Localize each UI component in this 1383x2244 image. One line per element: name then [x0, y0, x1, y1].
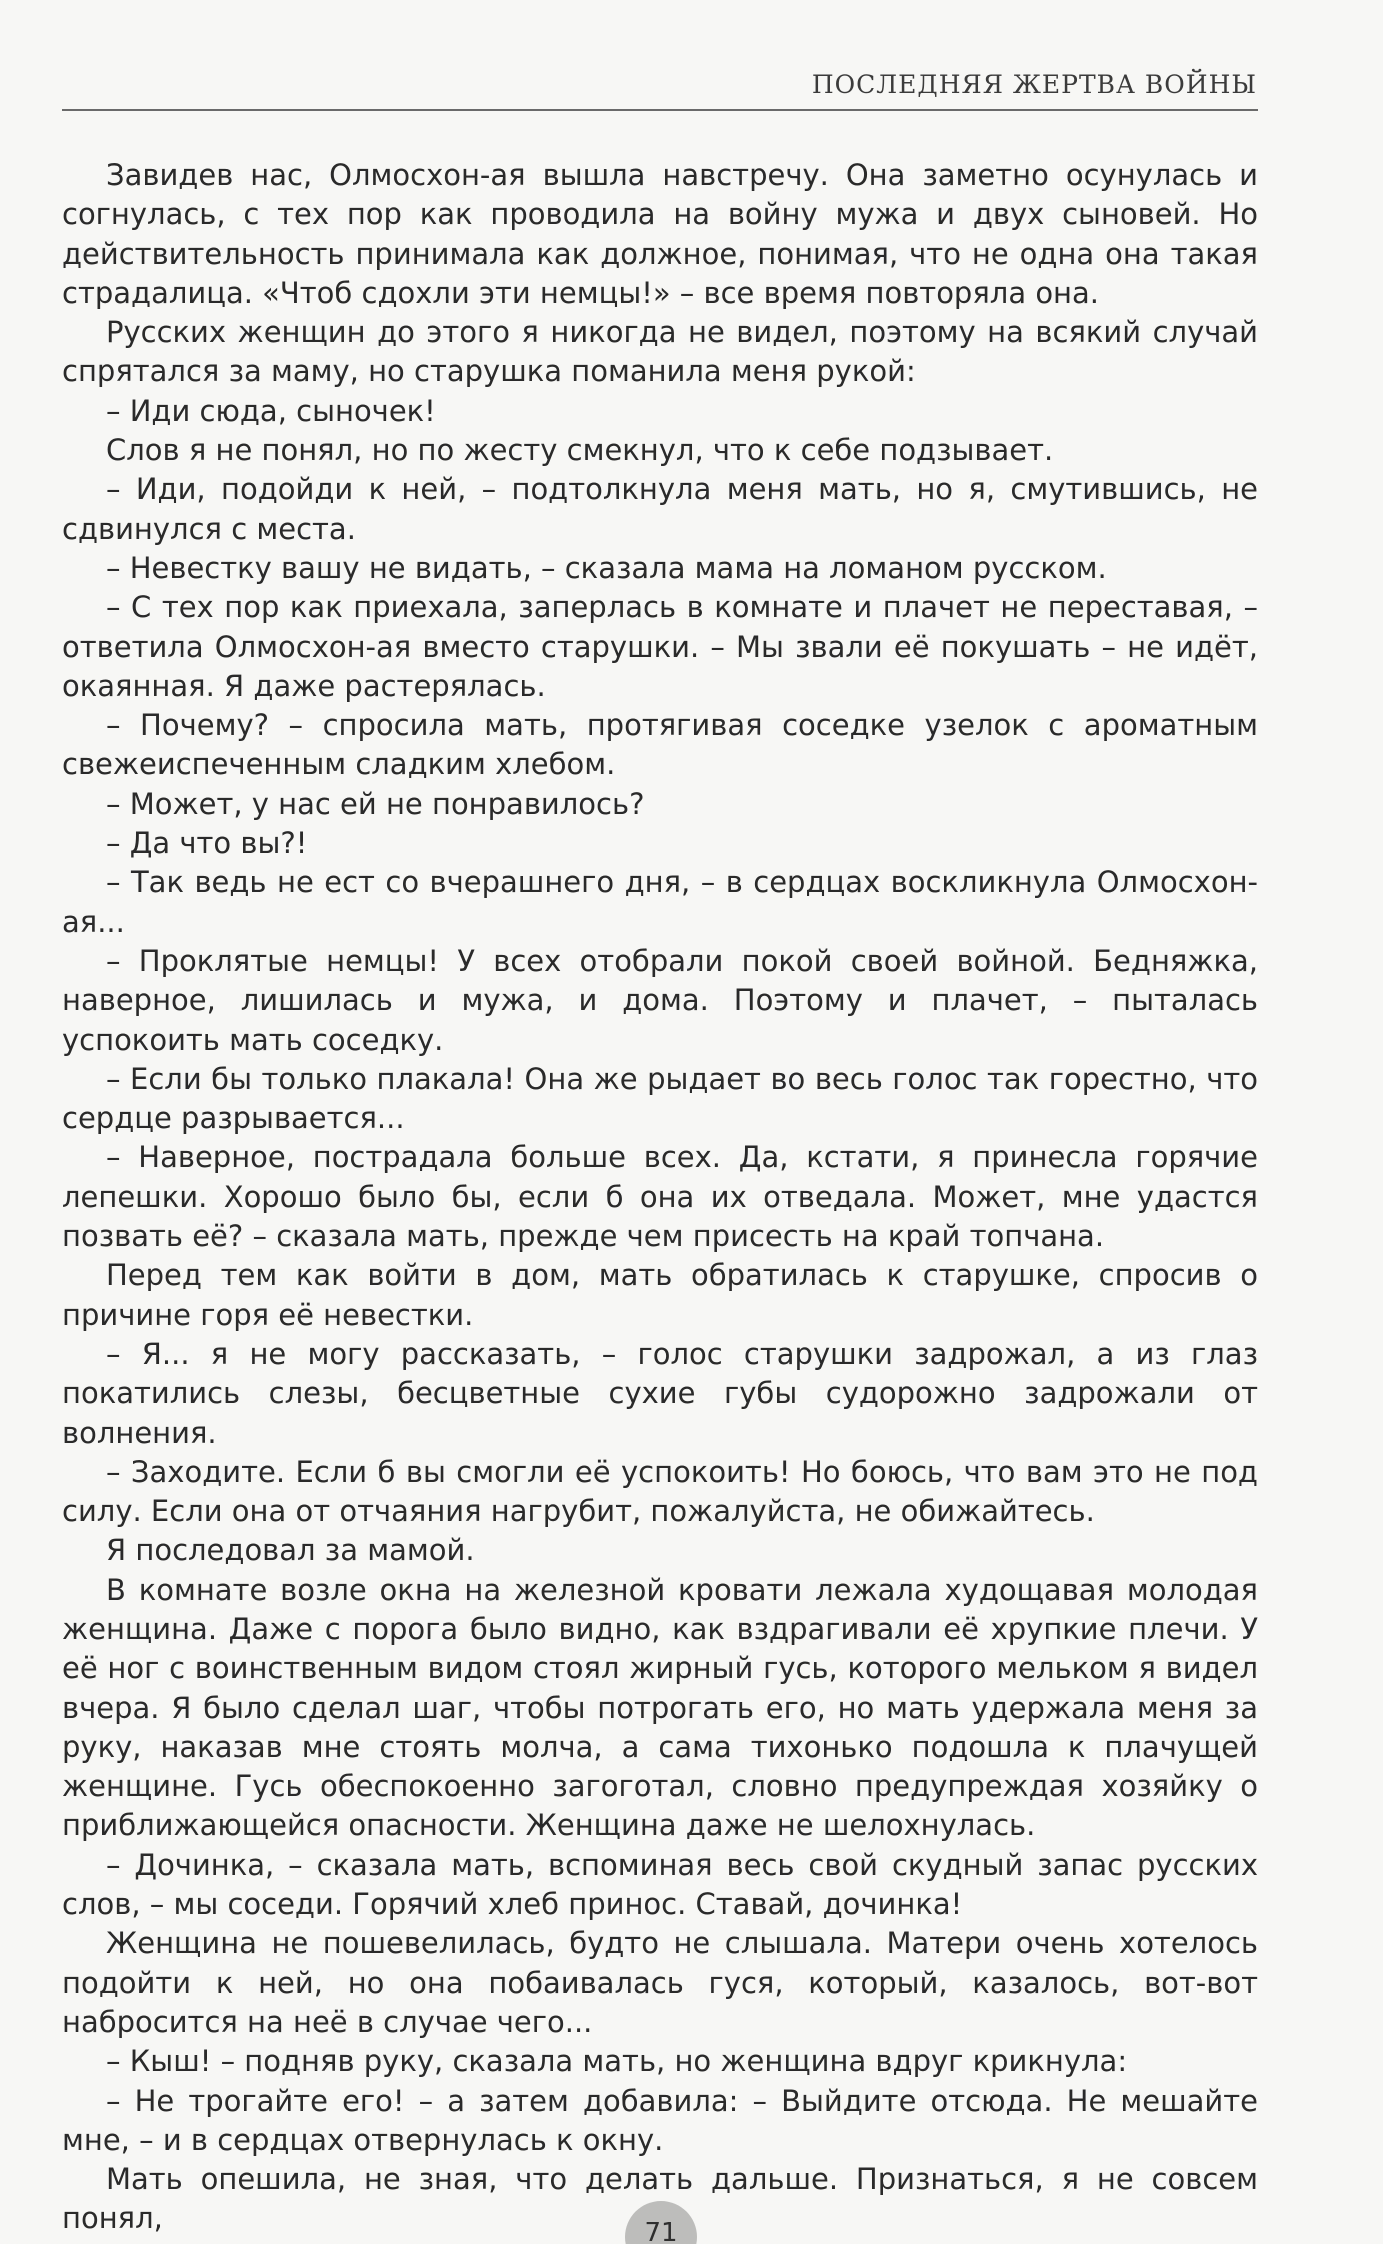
- paragraph: – Не трогайте его! – а затем добавила: – Выйдите отсюда. Не мешайте мне, – и в сердцах отвернулась к окну.: [62, 2083, 1258, 2157]
- paragraph: Женщина не пошевелилась, будто не слышала. Матери очень хотелось подойти к ней, но она побаивалась гуся, который, казалось, вот-вот набросится на неё в случае чего...: [62, 1926, 1258, 2039]
- paragraph: – Проклятые немцы! У всех отобрали покой своей войной. Бедняжка, наверное, лишилась и мужа, и дома. Поэтому и плачет, – пыталась успокоить мать соседку.: [62, 943, 1258, 1057]
- header-rule: [62, 109, 1258, 111]
- paragraph: – Заходите. Если б вы смогли её успокоить! Но боюсь, что вам это не под силу. Если она от отчаяния нагрубит, пожалуйста, не обижайтесь.: [62, 1454, 1258, 1529]
- paragraph: Завидев нас, Олмосхон-ая вышла навстречу. Она заметно осунулась и согнулась, с тех пор как проводила на войну мужа и двух сыновей. Но действительность принимала как должное, понимая, что не одна она такая страдалица. «Чтоб сдохли эти немцы!» – все время повторяла она.: [62, 158, 1258, 310]
- paragraph: Мать опешила, не зная, что делать дальше. Признаться, я не совсем понял,: [62, 2162, 1258, 2236]
- paragraph: Слов я не понял, но по жесту смекнул, что к себе подзывает.: [106, 433, 1054, 468]
- paragraph: – Если бы только плакала! Она же рыдает во весь голос так горестно, что сердце разрывается...: [62, 1061, 1258, 1136]
- paragraph: – Дочинка, – сказала мать, вспоминая весь свой скудный запас русских слов, – мы соседи. Горячий хлеб принос. Ставай, дочинка!: [62, 1847, 1258, 1922]
- paragraph: – Иди сюда, сыночек!: [106, 393, 436, 428]
- paragraph: – Иди, подойди к ней, – подтолкнула меня мать, но я, смутившись, не сдвинулся с места.: [62, 472, 1258, 546]
- paragraph: – Кыш! – подняв руку, сказала мать, но женщина вдруг крикнула:: [106, 2044, 1128, 2079]
- paragraph: – Невестку вашу не видать, – сказала мама на ломаном русском.: [106, 550, 1107, 585]
- paragraph: – С тех пор как приехала, заперлась в комнате и плачет не переставая, – ответила Олмосхон-ая вместо старушки. – Мы звали её покушать – не идёт, окаянная. Я даже растерялась.: [62, 590, 1258, 703]
- paragraph: Русских женщин до этого я никогда не видел, поэтому на всякий случай спрятался за маму, но старушка поманила меня рукой:: [62, 315, 1258, 389]
- paragraph: – Так ведь не ест со вчерашнего дня, – в сердцах воскликнула Олмосхон-ая...: [62, 865, 1258, 939]
- paragraph: В комнате возле окна на железной кровати лежала худощавая молодая женщина. Даже с порога было видно, как вздрагивали её хрупкие плечи. У её ног с воинственным видом стоял жирный гусь, которого мельком я видел вчера. Я было сделал шаг, чтобы потрогать его, но мать удержала меня за руку, наказав мне стоять молча, а сама тихонько подошла к плачущей женщине. Гусь обеспокоенно загоготал, словно предупреждая хозяйку о приближающейся опасности. Женщина даже не шелохнулась.: [62, 1572, 1258, 1843]
- paragraph: – Почему? – спросила мать, протягивая соседке узелок с ароматным свежеиспеченным сладким хлебом.: [62, 708, 1258, 782]
- paragraph: – Наверное, пострадала больше всех. Да, кстати, я принесла горячие лепешки. Хорошо было бы, если б она их отведала. Может, мне удастся позвать её? – сказала мать, прежде чем присесть на край топчана.: [62, 1140, 1258, 1254]
- paragraph: – Да что вы?!: [106, 826, 308, 861]
- paragraph: – Я... я не могу рассказать, – голос старушки задрожал, а из глаз покатились слезы, бесцветные сухие губы судорожно задрожали от волнения.: [62, 1336, 1258, 1450]
- page-number: 71: [644, 2218, 678, 2244]
- paragraph: Перед тем как войти в дом, мать обратилась к старушке, спросив о причине горя её невестки.: [62, 1258, 1258, 1332]
- paragraph: Я последовал за мамой.: [106, 1533, 475, 1568]
- body-text: [62, 156, 1258, 2239]
- running-head: ПОСЛЕДНЯЯ ЖЕРТВА ВОЙНЫ: [811, 70, 1257, 99]
- paragraph: – Может, у нас ей не понравилось?: [106, 786, 645, 821]
